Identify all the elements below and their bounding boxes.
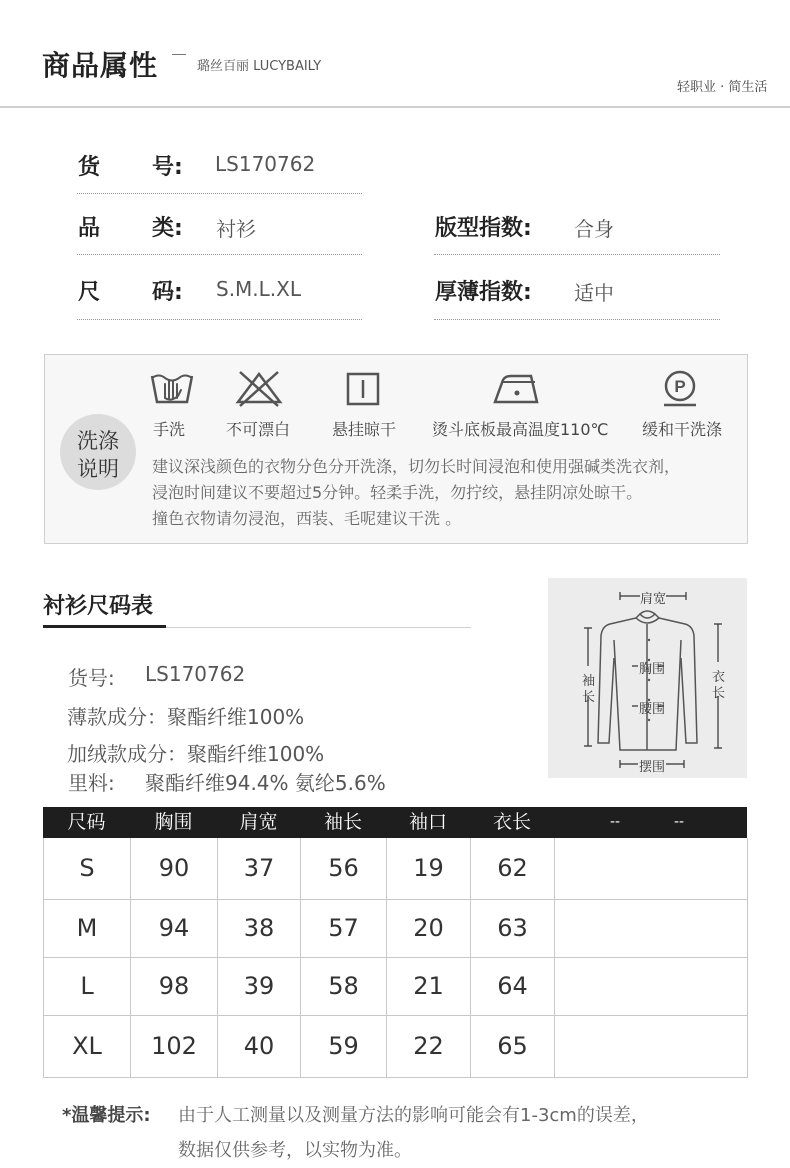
header-length: 衣长: [492, 811, 531, 833]
tip-label: *温馨提示:: [62, 1105, 151, 1126]
wash-desc-line-1: 建议深浅颜色的衣物分色分开洗涤，切勿长时间浸泡和使用强碱类洗衣剂，: [152, 457, 681, 476]
iron-icon: [491, 368, 541, 408]
cell-shoulder: 39: [243, 972, 275, 1000]
attr-size-key-1: 尺: [78, 280, 101, 305]
size-table-title: 衬衫尺码表: [43, 594, 154, 619]
label-waist: 腰围: [639, 702, 666, 717]
header-cuff: 袖口: [408, 811, 447, 833]
cell-chest: 94: [158, 914, 190, 942]
cell-shoulder: 37: [243, 854, 275, 882]
wash-label-iron: 烫斗底板最高温度110℃: [432, 420, 609, 439]
cell-cuff: 22: [413, 1032, 444, 1060]
cell-chest: 90: [158, 854, 190, 882]
label-sleeve-1: 袖: [582, 674, 596, 689]
lining-value: 聚酯纤维94.4% 氨纶5.6%: [145, 771, 386, 795]
attr-fit-key: 版型指数:: [435, 216, 532, 241]
dotted-divider: [77, 193, 362, 194]
title-underline: [43, 625, 166, 628]
wash-label-no-bleach: 不可漂白: [226, 420, 291, 439]
cell-chest: 102: [151, 1032, 197, 1060]
label-length-1: 衣: [712, 670, 726, 685]
wash-desc-line-2: 浸泡时间建议不要超过5分钟。轻柔手洗，勿拧绞，悬挂阴凉处晾干。: [152, 483, 643, 502]
dotted-divider: [434, 319, 720, 320]
cell-sleeve-length: 58: [328, 972, 359, 1000]
title-dash: [172, 54, 186, 55]
dotted-divider: [77, 319, 362, 320]
cell-chest: 98: [158, 972, 190, 1000]
cell-length: 64: [497, 972, 528, 1000]
dotted-divider: [434, 254, 720, 255]
attr-size-value: S.M.L.XL: [216, 277, 302, 301]
header-divider: [0, 106, 790, 108]
tip-line-1: 由于人工测量以及测量方法的影响可能会有1-3cm的误差，: [178, 1105, 649, 1126]
header-size: 尺码: [67, 811, 106, 833]
label-sleeve-2: 长: [582, 690, 596, 705]
attr-category-key-2: 类:: [152, 216, 183, 241]
dry-clean-icon: [655, 368, 705, 408]
attr-thickness-value: 适中: [574, 281, 614, 305]
wash-label-hang-dry: 悬挂晾干: [332, 420, 397, 439]
header-chest: 胸围: [154, 811, 193, 833]
header-shoulder: 肩宽: [239, 811, 278, 833]
wash-label-dry-clean: 缓和干洗涤: [642, 420, 723, 439]
cell-cuff: 21: [413, 972, 444, 1000]
svg-text:P: P: [674, 377, 686, 396]
tip-line-2: 数据仅供参考，以实物为准。: [178, 1140, 412, 1161]
header-sleeve-length: 袖长: [323, 811, 362, 833]
cell-size: M: [76, 914, 98, 942]
cell-size: XL: [72, 1032, 102, 1060]
page-title: 商品属性: [42, 49, 159, 82]
attr-thickness-key: 厚薄指数:: [435, 280, 532, 305]
cell-length: 65: [497, 1032, 528, 1060]
fleece-composition: 加绒款成分：聚酯纤维100%: [67, 742, 325, 766]
cell-size: S: [79, 854, 95, 882]
attr-fit-value: 合身: [574, 217, 614, 241]
size-table-body: [43, 838, 748, 1078]
attr-item-no-value: LS170762: [215, 152, 316, 176]
cell-shoulder: 38: [243, 914, 275, 942]
label-shoulder: 肩宽: [640, 592, 667, 607]
lining-key: 里料:: [68, 771, 115, 795]
cell-length: 63: [497, 914, 528, 942]
header-empty-2: --: [673, 814, 685, 830]
attr-item-no-key-2: 号:: [152, 155, 183, 180]
title-divider: [166, 627, 471, 628]
cell-cuff: 19: [413, 854, 444, 882]
thin-composition: 薄款成分：聚酯纤维100%: [67, 705, 305, 729]
cell-length: 62: [497, 854, 528, 882]
wash-label-hand-wash: 手洗: [153, 420, 186, 439]
wash-title-line-1: 洗涤: [77, 429, 119, 453]
attr-category-value: 衬衫: [216, 217, 256, 241]
dotted-divider: [77, 254, 362, 255]
brand-slogan: 轻职业 · 简生活: [677, 80, 768, 95]
measurement-diagram: [548, 578, 747, 778]
cell-sleeve-length: 59: [328, 1032, 359, 1060]
label-chest: 胸围: [639, 662, 666, 677]
wash-desc-line-3: 撞色衣物请勿浸泡，西装、毛呢建议干洗 。: [152, 509, 462, 528]
brand-name: 璐丝百丽 LUCYBAILY: [197, 59, 322, 74]
size-item-no-key: 货号:: [68, 666, 115, 690]
hand-wash-icon: [147, 368, 197, 408]
cell-sleeve-length: 56: [328, 854, 359, 882]
attr-size-key-2: 码:: [152, 280, 183, 305]
size-table-header: [43, 807, 747, 838]
cell-size: L: [80, 972, 94, 1000]
header-empty-1: --: [609, 814, 621, 830]
wash-title-line-2: 说明: [77, 457, 119, 481]
cell-shoulder: 40: [243, 1032, 275, 1060]
label-length-2: 长: [712, 686, 726, 701]
cell-cuff: 20: [413, 914, 444, 942]
size-item-no-value: LS170762: [145, 662, 246, 686]
no-bleach-icon: [234, 368, 284, 408]
label-hem: 摆围: [639, 760, 666, 775]
attr-category-key-1: 品: [78, 216, 101, 241]
cell-sleeve-length: 57: [328, 914, 359, 942]
attr-item-no-key-1: 货: [78, 155, 101, 180]
hang-dry-icon: [338, 368, 388, 408]
